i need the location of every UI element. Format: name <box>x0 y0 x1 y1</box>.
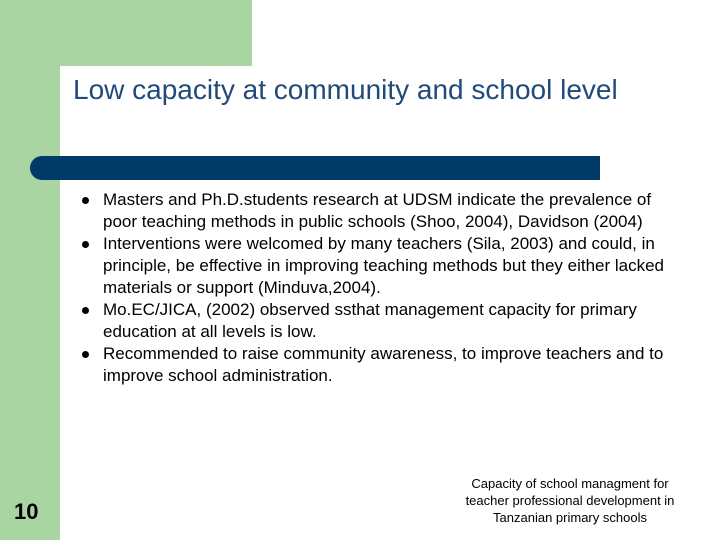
green-sidebar <box>0 0 60 540</box>
bullet-list <box>82 189 682 387</box>
bullet-item <box>82 233 682 299</box>
bullet-dot-icon <box>82 197 89 204</box>
bullet-text: Masters and Ph.D.students research at UDSM indicate the prevalence of poor teaching methods in public schools (Shoo, 2004), Davidson (2004) <box>103 190 652 231</box>
bullet-dot-icon <box>82 241 89 248</box>
footer-text: Capacity of school managment for teacher professional development in Tanzanian primary schools <box>465 476 675 525</box>
bullet-dot-icon <box>82 307 89 314</box>
bullet-item <box>82 343 682 387</box>
slide-number: 10 <box>14 499 39 524</box>
bullet-text: Interventions were welcomed by many teachers (Sila, 2003) and could, in principle, be effective in improving teaching methods but they either lacked materials or support (Minduva,2004). <box>103 234 665 297</box>
bullet-item <box>82 299 682 343</box>
bullet-dot-icon <box>82 351 89 358</box>
slide-title: Low capacity at community and school level <box>73 74 618 105</box>
title-underline-bar <box>30 156 600 180</box>
green-header-block <box>0 0 252 66</box>
bullet-item <box>82 189 682 233</box>
bullet-text: Mo.EC/JICA, (2002) observed ssthat management capacity for primary education at all levels is low. <box>103 300 637 341</box>
bullet-text: Recommended to raise community awareness, to improve teachers and to improve school administration. <box>103 344 664 385</box>
